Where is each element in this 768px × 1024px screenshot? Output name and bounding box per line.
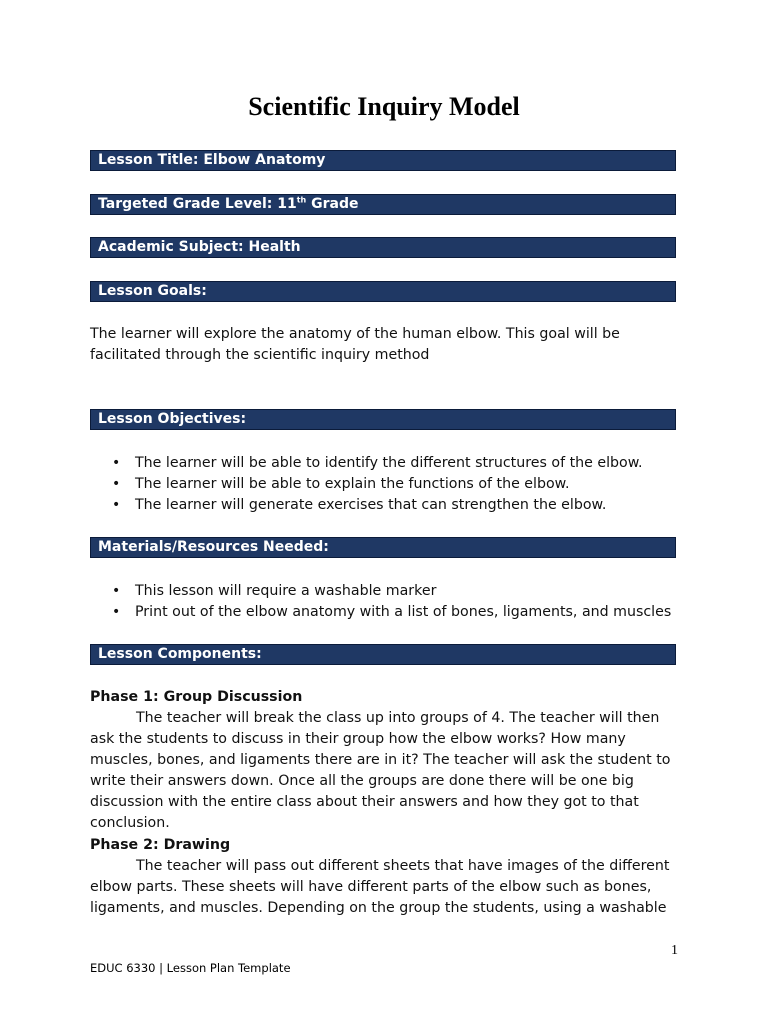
grade-level-bar <box>90 194 676 215</box>
phase-2-heading: Phase 2: Drawing <box>90 837 231 853</box>
objectives-bar: Lesson Objectives: <box>90 409 676 430</box>
materials-list <box>90 581 690 623</box>
list-item: • Print out of the elbow anatomy with a list of bones, ligaments, and muscles <box>90 602 690 623</box>
grade-level-suffix: Grade <box>306 196 359 212</box>
document-title: Scientific Inquiry Model <box>248 92 520 121</box>
subject-bar: Academic Subject: Health <box>90 237 676 258</box>
materials-bar: Materials/Resources Needed: <box>90 537 676 558</box>
lesson-title-bar: Lesson Title: Elbow Anatomy <box>90 150 676 171</box>
list-item: • The learner will be able to explain the functions of the elbow. <box>90 474 690 495</box>
phase-2-text: The teacher will pass out different sheets that have images of the different elbow parts. These sheets will have different parts of the elbow such as bones, ligaments, and muscles. Depending on the group the students, using a washable <box>90 858 670 916</box>
phase-1-text: The teacher will break the class up into groups of 4. The teacher will then ask the students to discuss in their group how the elbow works? How many muscles, bones, and ligaments there are in it? The teacher will ask the student to write their answers down. Once all the groups are done there will be one big discussion with the entire class about their answers and how they got to that conclusion. <box>90 710 671 831</box>
goals-bar: Lesson Goals: <box>90 281 676 302</box>
components-bar: Lesson Components: <box>90 644 676 665</box>
list-item: • This lesson will require a washable marker <box>90 581 690 602</box>
objectives-list <box>90 453 690 516</box>
page-number: 1 <box>671 943 678 958</box>
grade-level-sup: th <box>296 195 307 205</box>
list-item: • The learner will be able to identify the different structures of the elbow. <box>90 453 690 474</box>
goals-text: The learner will explore the anatomy of the human elbow. This goal will be facilitated through the scientific inquiry method <box>90 326 620 363</box>
grade-level-prefix: Targeted Grade Level: 11 <box>98 196 297 212</box>
page-footer: EDUC 6330 | Lesson Plan Template <box>90 961 291 975</box>
phase-1-heading: Phase 1: Group Discussion <box>90 689 303 705</box>
list-item: • The learner will generate exercises that can strengthen the elbow. <box>90 495 690 516</box>
